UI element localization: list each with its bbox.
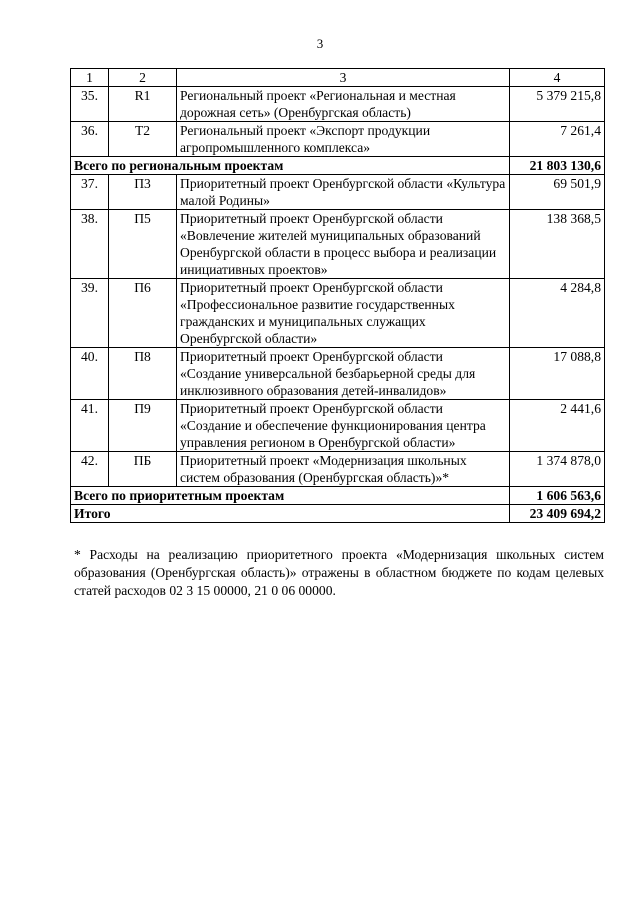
- project-name: Приоритетный проект «Модернизация школьных систем образования (Оренбургская область)»*: [177, 452, 510, 487]
- project-amount: 4 284,8: [510, 279, 605, 348]
- project-name: Региональный проект «Экспорт продукции агропромышленного комплекса»: [177, 122, 510, 157]
- project-name: Приоритетный проект Оренбургской области «Создание универсальной безбарьерной среды для инклюзивного образования детей-инвалидов»: [177, 348, 510, 400]
- table-row: [71, 279, 605, 348]
- row-number: 39.: [71, 279, 109, 348]
- table-row: [71, 210, 605, 279]
- priority-total-row: [71, 487, 605, 505]
- column-header: 2: [109, 69, 177, 87]
- project-amount: 7 261,4: [510, 122, 605, 157]
- project-name: Приоритетный проект Оренбургской области «Профессиональное развитие государственных гражданских и муниципальных служащих Оренбургской области»: [177, 279, 510, 348]
- row-number: 38.: [71, 210, 109, 279]
- project-code: П5: [109, 210, 177, 279]
- regional-total-amount: 21 803 130,6: [510, 157, 605, 175]
- project-amount: 138 368,5: [510, 210, 605, 279]
- project-amount: 5 379 215,8: [510, 87, 605, 122]
- project-amount: 69 501,9: [510, 175, 605, 210]
- project-amount: 1 374 878,0: [510, 452, 605, 487]
- project-amount: 2 441,6: [510, 400, 605, 452]
- row-number: 37.: [71, 175, 109, 210]
- project-name: Приоритетный проект Оренбургской области «Вовлечение жителей муниципальных образований Оренбургской области в процесс выбора и реализации инициативных проектов»: [177, 210, 510, 279]
- column-header: 1: [71, 69, 109, 87]
- row-number: 42.: [71, 452, 109, 487]
- grand-total-label: Итого: [71, 505, 510, 523]
- grand-total-row: [71, 505, 605, 523]
- row-number: 41.: [71, 400, 109, 452]
- table-row: [71, 175, 605, 210]
- project-code: ПБ: [109, 452, 177, 487]
- table-row: [71, 348, 605, 400]
- page-number: 3: [316, 36, 324, 51]
- grand-total-amount: 23 409 694,2: [510, 505, 605, 523]
- project-amount: 17 088,8: [510, 348, 605, 400]
- project-code: П9: [109, 400, 177, 452]
- table-row: [71, 122, 605, 157]
- table-header-row: [71, 69, 605, 87]
- priority-total-amount: 1 606 563,6: [510, 487, 605, 505]
- table-row: [71, 400, 605, 452]
- row-number: 36.: [71, 122, 109, 157]
- project-name: Приоритетный проект Оренбургской области «Культура малой Родины»: [177, 175, 510, 210]
- project-name: Приоритетный проект Оренбургской области «Создание и обеспечение функционирования центра управления регионом в Оренбургской области»: [177, 400, 510, 452]
- project-code: П3: [109, 175, 177, 210]
- project-name: Региональный проект «Региональная и местная дорожная сеть» (Оренбургская область): [177, 87, 510, 122]
- project-code: Т2: [109, 122, 177, 157]
- regional-total-label: Всего по региональным проектам: [71, 157, 510, 175]
- priority-total-label: Всего по приоритетным проектам: [71, 487, 510, 505]
- row-number: 35.: [71, 87, 109, 122]
- row-number: 40.: [71, 348, 109, 400]
- table-row: [71, 452, 605, 487]
- column-header: 3: [177, 69, 510, 87]
- column-header: 4: [510, 69, 605, 87]
- project-code: R1: [109, 87, 177, 122]
- regional-total-row: [71, 157, 605, 175]
- table-row: [71, 87, 605, 122]
- budget-table: [70, 68, 605, 523]
- project-code: П6: [109, 279, 177, 348]
- footnote: * Расходы на реализацию приоритетного проекта «Модернизация школьных систем образования (Оренбургская область)» отражены в областном бюджете по кодам целевых статей расходов 02 3 15 00000, 21 0 06 00000.: [74, 547, 604, 598]
- project-code: П8: [109, 348, 177, 400]
